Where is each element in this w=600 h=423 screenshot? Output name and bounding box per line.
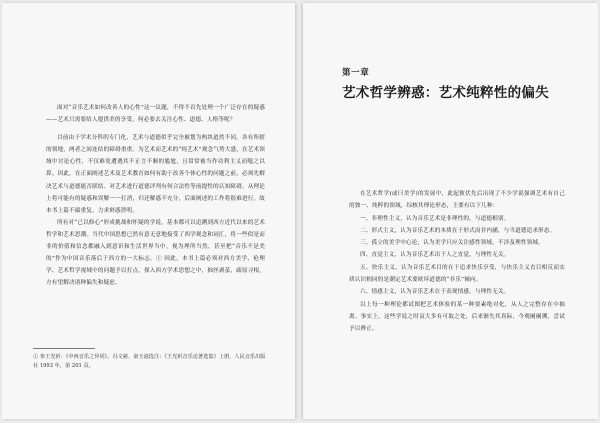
list-item: 六、情感主义，认为音乐艺术在于表现情感，与理性无关。 — [360, 289, 510, 296]
body-paragraph: 以上每一种理论都试图把艺术体验的某一种要素绝对化，从人之完整存在中抽离。事实上，这些学说之时哀大多有可取之处，后来渐失其真际，今观阑阑溯，尝试予以辨正。 — [349, 301, 565, 333]
list-item: 一、非理性主义，认为音乐艺术是非理性的，与道德相别。 — [360, 215, 510, 222]
right-page — [303, 3, 598, 419]
body-paragraph: 在艺术哲学(或曰美学)的发展中，此起彼伏先后出现了不少学说强调艺术有自己的独一、纯粹的领域，综核其理论形态，主要有以下几种： — [349, 191, 565, 210]
left-page-body — [46, 102, 265, 289]
chapter-label: 第一章 — [342, 68, 370, 78]
body-paragraph: 目前由于学术分科的专门化，艺术与道德似乎完全被划为两块道然不同，各有所辖的领地，两者之间连结的障碍重重。为艺术而艺术的“纯艺术”观念气势大盛，在艺术领域中讨论心性，不仅难免遭遇其不正言不顺的尴尬，且常常被当作功利主义而嗤之以鼻。因此，在正面阐述艺术及艺术教育如何有助于改善个体心性的问题之前，必须先解决艺术与道德能否联结、对艺术进行道德评判有何合法性等前提性的认知障碍，从理论上将可能有的疑惑和误解一一打消，归还解惑不充分，后面阐述的工作将很难进行。故本书上篇不揣重复，力求辩惑澄明。 — [46, 135, 265, 214]
list-item: 二、形式主义，认为音乐艺术的本质在于形式而非内涵，与当道德追求形态。 — [360, 227, 556, 234]
left-page — [2, 3, 295, 419]
chapter-title: 艺术哲学辨惑：艺术纯粹性的偏失 — [342, 85, 549, 101]
footnote: ① 参王光祈：《中西音乐之异同》，冯文慈、俞玉滋选注：《王光祈音乐论著选集》上册，人民音乐出版社 1993 年，第 201 页。 — [33, 354, 266, 369]
body-paragraph: 面对“音乐艺术如何改善人的心性”这一议题，不得不首先处理一个广泛存在的疑惑——艺术只需要给人提供美的享受，何必要去关注心性、道德、人格等呢？ — [46, 105, 265, 124]
list-item: 五、快乐主义，认为音乐艺术目的在于追求快乐享受，与快乐主义直目相反而实质认识相同的是潮定艺术要欧坏道德的“非乐”倾向。 — [349, 264, 565, 284]
body-paragraph: 所有对“已以修心”形成挑战和怀疑的学说，基本都可以追溯到西方近代以来的艺术哲学和艺术思潮。当代中国思想已然有意无意地接受了西学观念和词汇，将一些似是而非的价值和信念都融入到意识和生活世界当中，视为理所当然，甚至把“音乐不是美的”作为中国音乐落后于西方的一大标志。① 因此，本书上篇必须对西方美学、伦理学、艺术哲学视域中的问题予以打点，探入西方学术思想之中，抽丝剥茧，疏原寻根，方有望解决诸种偏失和疑虑。 — [46, 219, 265, 287]
right-page-body — [349, 188, 565, 336]
list-item: 四、直觉主义，认为音乐艺术出于人之直觉，与理性无关。 — [360, 252, 510, 259]
list-item: 三、孤立的美学中心论，认为美学只应关注感性领域，不涉及理性领域。 — [360, 240, 544, 247]
footnote-divider — [33, 348, 95, 349]
